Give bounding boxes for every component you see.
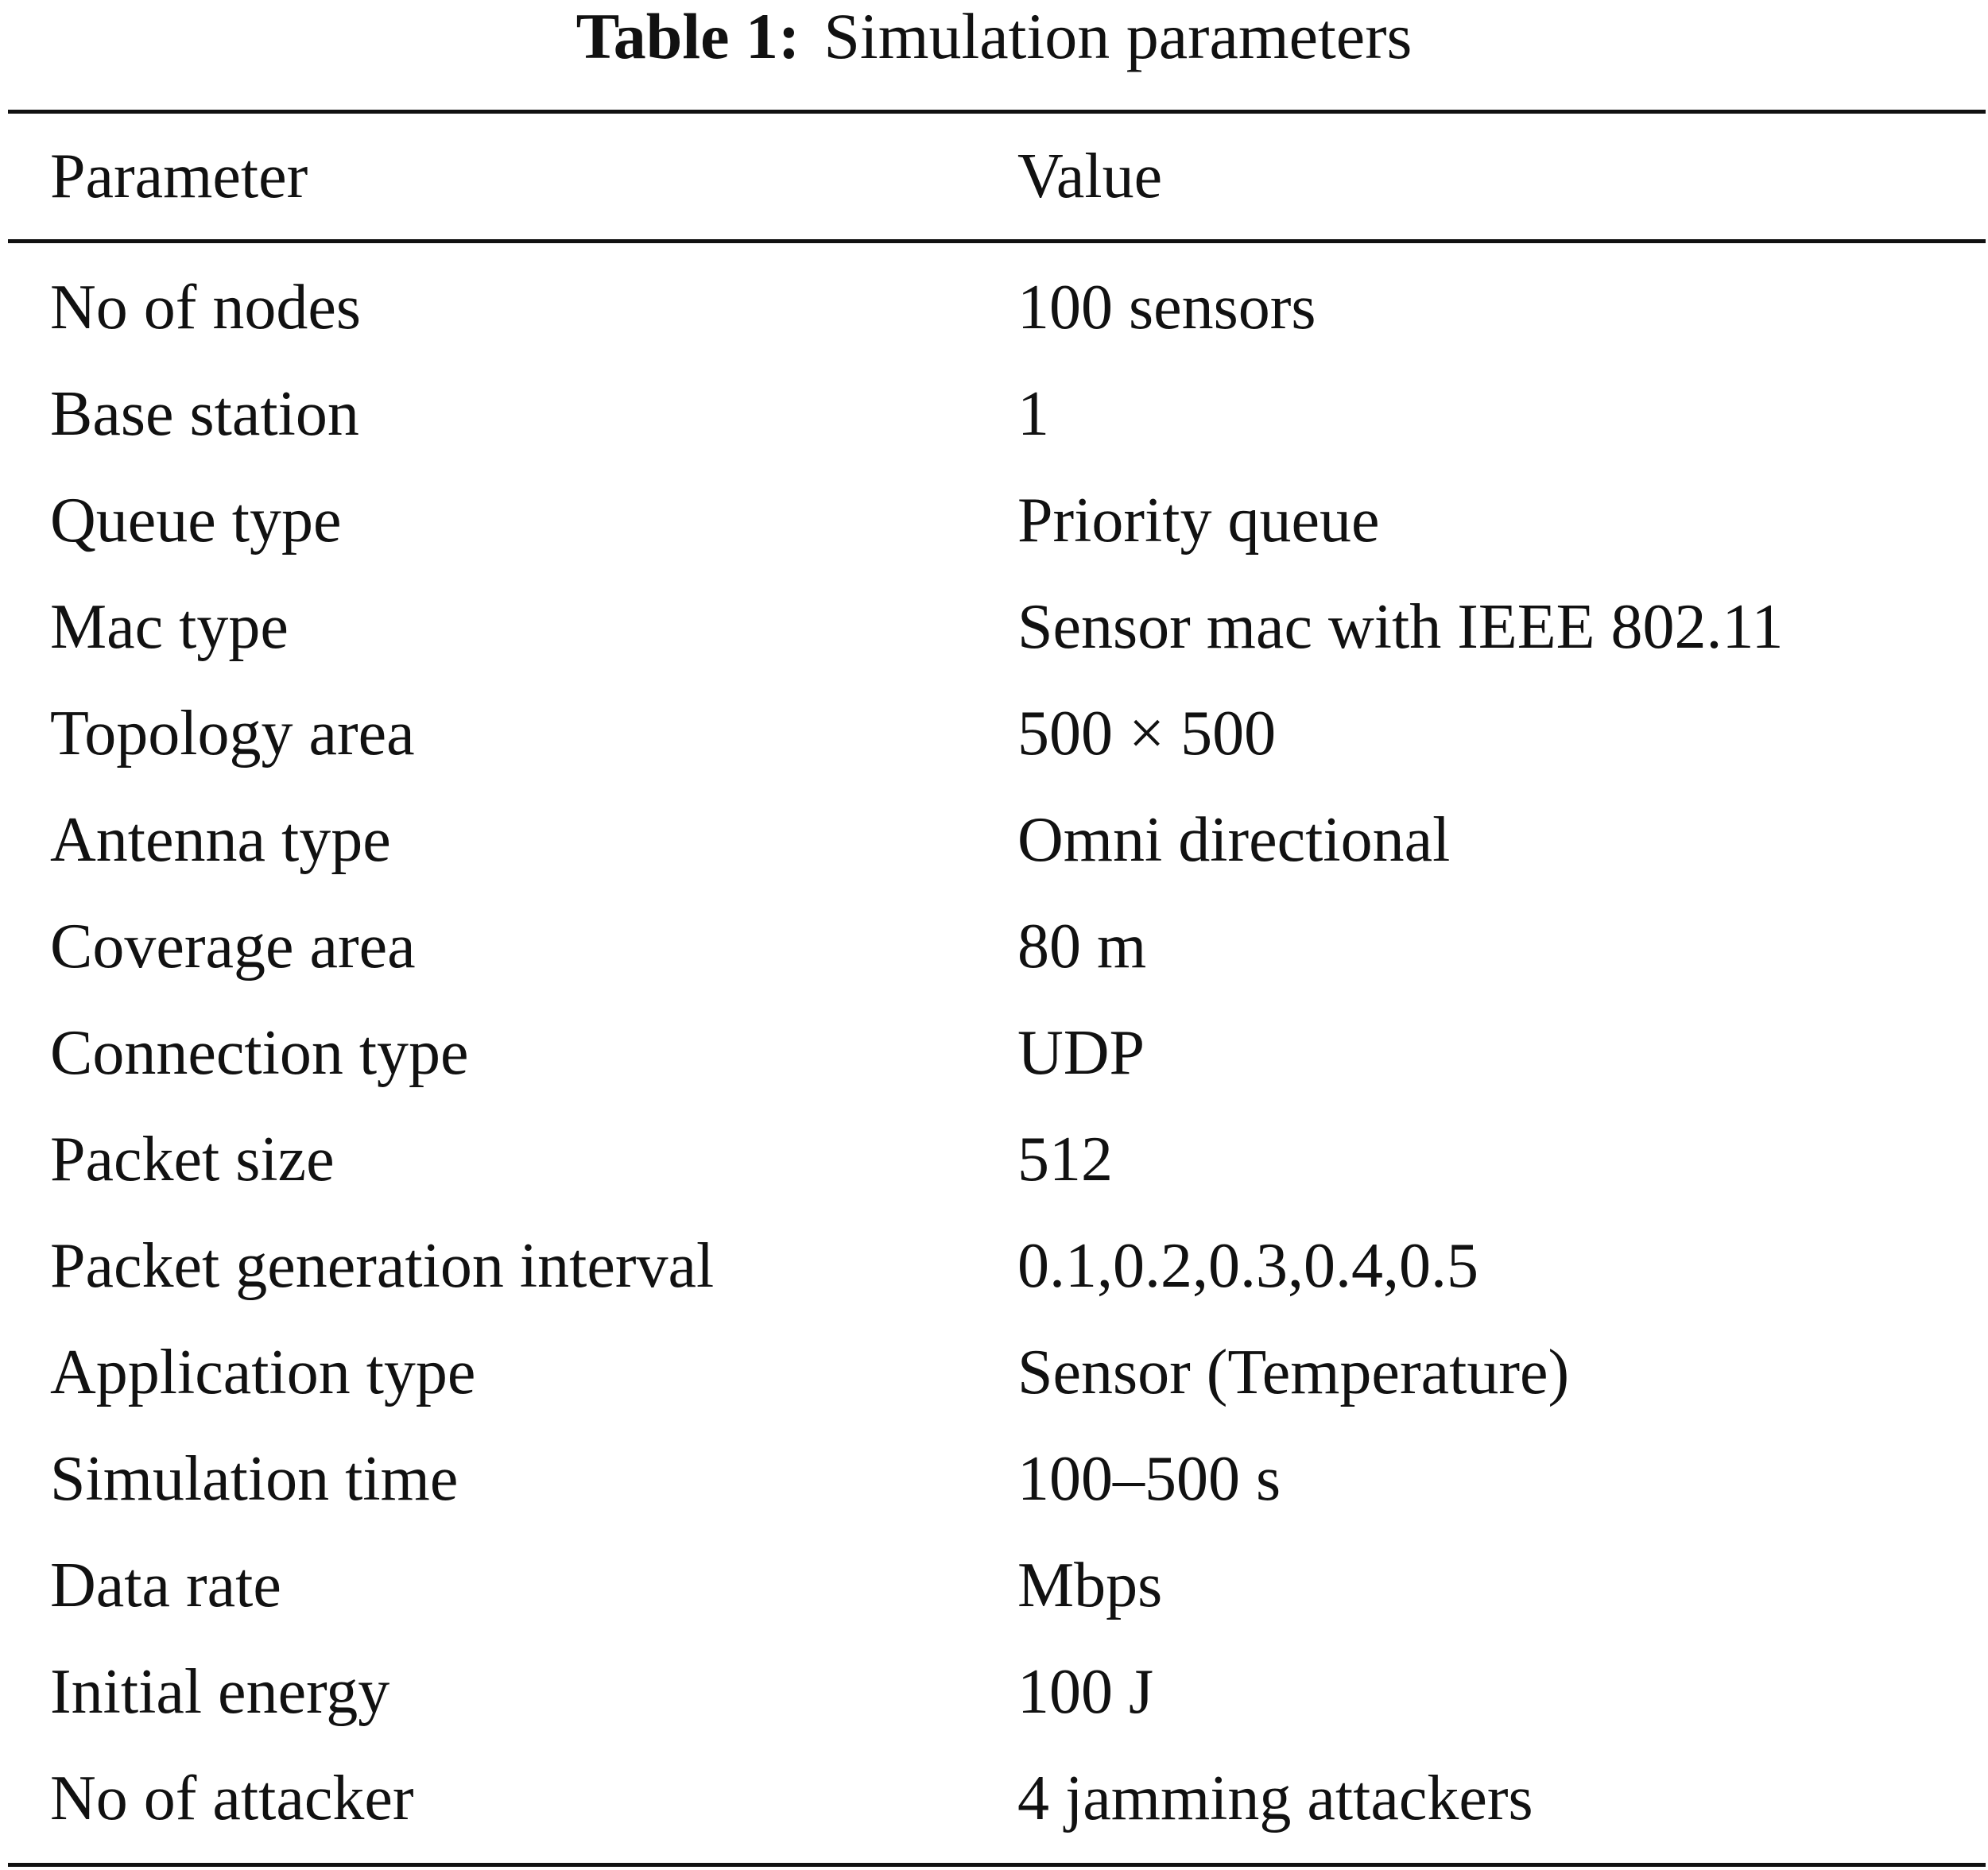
value-cell: 512: [1017, 1125, 1113, 1194]
table-row: [8, 1213, 1986, 1319]
parameter-cell: Queue type: [50, 486, 342, 556]
table-header-row: [8, 114, 1986, 239]
table-caption-title: Simulation parameters: [823, 0, 1413, 72]
simulation-parameters-table: [8, 110, 1986, 1867]
header-value: Value: [1017, 141, 1163, 211]
parameter-cell: Packet generation interval: [50, 1231, 715, 1301]
parameter-cell: Mac type: [50, 592, 289, 662]
table-row: [8, 574, 1986, 680]
value-cell: 1: [1017, 379, 1049, 449]
parameter-cell: Initial energy: [50, 1657, 390, 1727]
value-cell: 80 m: [1017, 912, 1147, 981]
parameter-cell: Coverage area: [50, 912, 416, 981]
table-row: [8, 1000, 1986, 1106]
table-row: [8, 680, 1986, 787]
parameter-cell: No of attacker: [50, 1764, 414, 1833]
value-cell: 100–500 s: [1017, 1444, 1281, 1514]
table-row: [8, 1426, 1986, 1532]
value-cell: 4 jamming attackers: [1017, 1764, 1533, 1833]
bottom-rule: [8, 1863, 1986, 1867]
value-cell: Sensor (Temperature): [1017, 1338, 1570, 1407]
parameter-cell: Topology area: [50, 699, 415, 769]
parameter-cell: Antenna type: [50, 805, 391, 875]
value-cell: 0.1,0.2,0.3,0.4,0.5: [1017, 1231, 1478, 1301]
parameter-cell: Base station: [50, 379, 359, 449]
table-row: [8, 361, 1986, 467]
parameter-cell: Packet size: [50, 1125, 335, 1194]
value-cell: Mbps: [1017, 1551, 1163, 1620]
table-body: [8, 243, 1986, 1863]
value-cell: 500 × 500: [1017, 699, 1277, 769]
value-cell: UDP: [1017, 1018, 1145, 1088]
table-caption-label: Table 1:: [575, 0, 800, 72]
table-row: [8, 467, 1986, 574]
value-cell: Sensor mac with IEEE 802.11: [1017, 592, 1784, 662]
table-row: [8, 1319, 1986, 1426]
parameter-cell: Connection type: [50, 1018, 469, 1088]
parameter-cell: Simulation time: [50, 1444, 459, 1514]
parameter-cell: Application type: [50, 1338, 476, 1407]
table-row: [8, 1532, 1986, 1639]
table-row: [8, 1745, 1986, 1852]
value-cell: Priority queue: [1017, 486, 1380, 556]
table-row: [8, 1639, 1986, 1745]
parameter-cell: No of nodes: [50, 273, 362, 343]
parameter-cell: Data rate: [50, 1551, 281, 1620]
header-parameter: Parameter: [50, 141, 308, 211]
table-row: [8, 787, 1986, 893]
table-row: [8, 893, 1986, 1000]
value-cell: Omni directional: [1017, 805, 1451, 875]
value-cell: 100 J: [1017, 1657, 1154, 1727]
table-row: [8, 254, 1986, 361]
table-caption: [0, 0, 1988, 73]
table-row: [8, 1106, 1986, 1213]
value-cell: 100 sensors: [1017, 273, 1316, 343]
